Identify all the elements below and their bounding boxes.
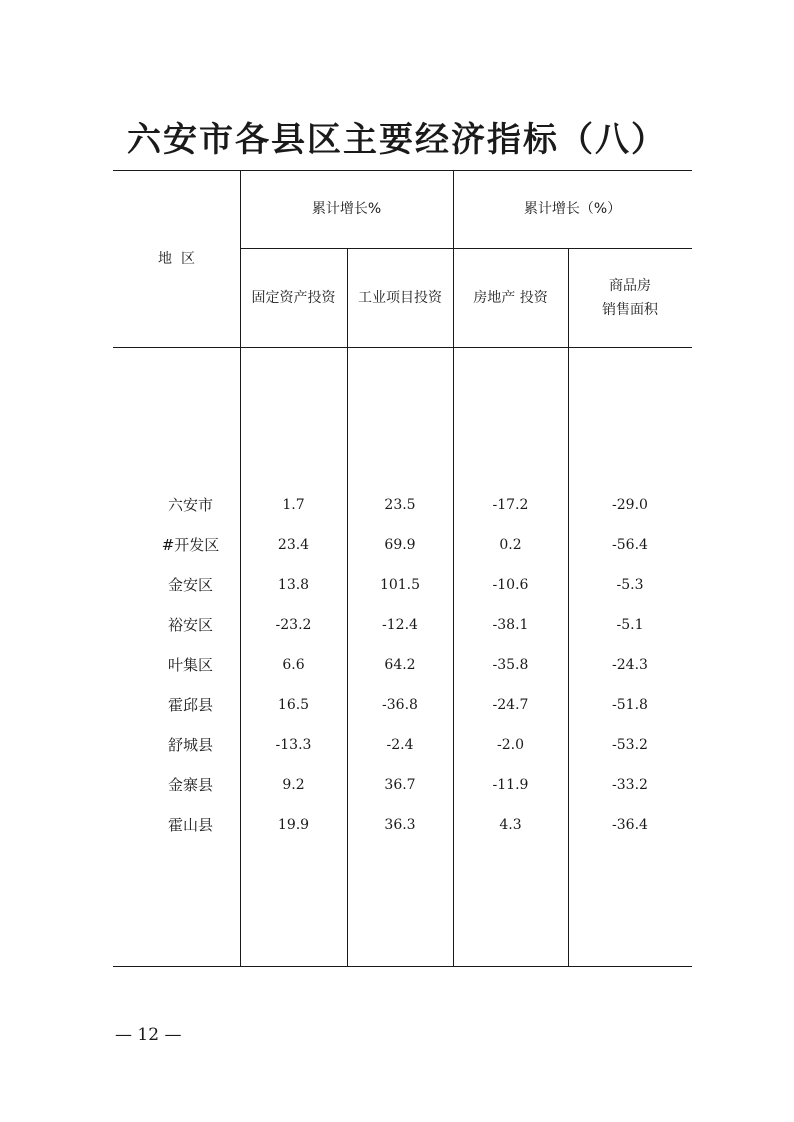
value-cell: -5.1 [616,617,644,633]
value-cell: 4.3 [499,817,522,833]
value-cell: -23.2 [275,617,312,633]
region-name-cell: 六安市 [167,496,213,514]
value-cell: -35.8 [492,657,529,673]
value-cell: 0.2 [499,537,522,553]
region-header: 地 区 [158,250,195,267]
value-cell: -51.8 [612,697,648,713]
value-cell: 36.7 [384,777,416,793]
col-header-real-estate: 房地产 投资 [473,289,548,306]
value-cell: 1.7 [282,497,305,513]
value-cell: 64.2 [384,657,416,673]
region-name-cell: 金寨县 [167,776,213,794]
value-cell: -10.6 [492,577,529,593]
value-cell: -29.0 [612,497,648,513]
col-divider-4 [568,248,569,967]
page-number: — 12 — [115,1025,182,1045]
value-cell: 16.5 [277,697,310,713]
value-cell: 13.8 [277,577,310,593]
value-cell: 101.5 [379,577,421,593]
value-cell: -13.3 [275,737,312,753]
region-name-cell: 叶集区 [167,656,213,674]
header-bottom-rule [113,347,692,348]
value-cell: 23.4 [277,537,310,553]
value-cell: -12.4 [382,617,418,633]
region-name-cell: 霍邱县 [167,696,213,714]
value-cell: -24.7 [492,697,529,713]
region-name-cell: 霍山县 [167,816,213,834]
value-cell: -11.9 [492,777,529,793]
value-cell: -33.2 [612,777,648,793]
table-bottom-rule [113,966,692,967]
value-cell: -2.4 [386,737,414,753]
value-cell: 6.6 [282,657,305,673]
region-name-cell: #开发区 [161,536,220,554]
col-header-sales-area: 商品房 销售面积 [602,277,658,318]
col-header-fixed-asset: 固定资产投资 [251,289,336,306]
value-cell: -24.3 [612,657,648,673]
value-cell: -38.1 [492,617,529,633]
value-cell: 19.9 [277,817,310,833]
value-cell: -36.8 [382,697,418,713]
value-cell: -36.4 [612,817,648,833]
value-cell: 36.3 [384,817,416,833]
value-cell: 23.5 [384,497,416,513]
col-header-industrial: 工业项目投资 [358,289,442,306]
value-cell: -56.4 [612,537,648,553]
value-cell: 9.2 [282,777,305,793]
value-cell: -17.2 [492,497,529,513]
region-name-cell: 金安区 [167,576,213,594]
value-cell: -2.0 [497,737,524,753]
col-divider-2 [347,248,348,967]
value-cell: 69.9 [384,537,416,553]
group-header-2: 累计增长（%） [523,201,622,217]
region-name-cell: 舒城县 [167,736,213,754]
region-name-cell: 裕安区 [167,616,213,634]
page-title: 六安市各县区主要经济指标（八） [127,120,667,160]
value-cell: -53.2 [612,737,648,753]
value-cell: -5.3 [616,577,644,593]
group-header-1: 累计增长% [311,201,382,217]
